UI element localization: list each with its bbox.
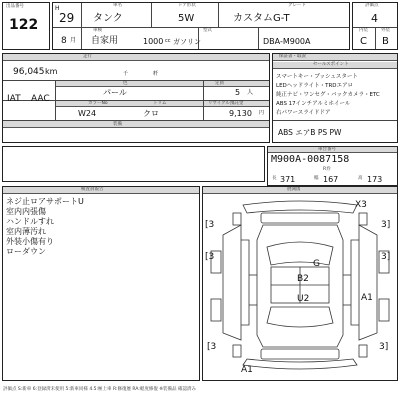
year-prefix: H xyxy=(55,5,60,12)
damage-mark-3-right-upper: 3] xyxy=(381,220,391,230)
equip-label: 装備 xyxy=(113,122,122,127)
mileage-unit: km xyxy=(45,67,58,76)
reg-month: 8 xyxy=(61,36,67,46)
damage-diagram-box xyxy=(202,186,398,381)
model-name: タンク xyxy=(93,13,123,24)
sales-points-box xyxy=(272,53,398,143)
score-label: 評価点 xyxy=(365,3,379,8)
damage-mark-3-bottom-right: 3] xyxy=(379,342,389,352)
footer-legend: 評価点 S:新車 6:登録済未使用 5:新車同様 4.5:極上車 R:修復歴 RA:軽度修復 ※装備品 確認済み xyxy=(3,387,196,392)
damage-mark-a1-bottom: A1 xyxy=(241,365,253,375)
length-value: 371 xyxy=(280,175,296,184)
sales-point-label: セールスポイント xyxy=(313,62,349,67)
lot-label: 出品番号 xyxy=(6,4,24,9)
interior-score: C xyxy=(360,36,367,47)
exterior-score: B xyxy=(382,36,389,47)
header-box xyxy=(52,2,350,50)
length-label: 長 xyxy=(272,176,277,181)
fuel-type: ガソリン xyxy=(173,38,201,46)
color-label: 色 xyxy=(123,81,128,86)
car-outline-diagram xyxy=(203,195,397,380)
note-line-2: 室内内張傷 xyxy=(6,207,46,216)
ac-type: AAC xyxy=(31,94,50,104)
seats-label: 定員 xyxy=(215,81,224,86)
damage-mark-b2: B2 xyxy=(297,274,309,284)
recycle-unit: 円 xyxy=(259,110,265,116)
shift-type: IAT xyxy=(7,94,21,104)
diagram-label: 展開図 xyxy=(287,187,301,192)
mileage-label: 走行 xyxy=(83,54,92,59)
body-color: パール xyxy=(103,88,127,97)
chassis-label: 車台番号 xyxy=(318,147,336,152)
mileage-sub2: 粁 xyxy=(153,71,159,77)
recycle-ticket-label: R券 xyxy=(323,167,331,172)
chassis-number: M900A-0087158 xyxy=(271,154,350,165)
sales-point-2: LEDヘッドライト・TRDエアロ xyxy=(276,83,354,89)
mileage-sub1: 千 xyxy=(123,71,129,77)
lot-box xyxy=(2,2,50,50)
damage-mark-3-left-upper: [3 xyxy=(205,220,215,230)
trim-label: トリム xyxy=(153,101,167,106)
recycle-label: リサイクル預託金 xyxy=(208,101,244,106)
doors-label: ドア形状 xyxy=(178,3,196,8)
sales-point-1: スマートキー・プッシュスタート xyxy=(276,74,358,80)
cc-unit: cc xyxy=(165,38,171,44)
chassis-model: DBA-M900A xyxy=(263,37,311,46)
height-value: 173 xyxy=(367,175,383,184)
grade-label: グレード xyxy=(288,3,306,8)
displacement: 1000 xyxy=(143,37,164,46)
color-code: W24 xyxy=(78,109,97,118)
overall-score: 4 xyxy=(371,12,378,25)
note-line-4: 室内薄汚れ xyxy=(6,227,46,236)
damage-mark-3-left-lower: [3 xyxy=(205,252,215,262)
color-no-label: カラーNo xyxy=(88,101,108,106)
width-value: 167 xyxy=(323,175,339,184)
note-line-6: ローダウン xyxy=(6,247,46,256)
note-line-5: 外装小傷有り xyxy=(6,237,54,246)
damage-mark-3-right-lower: 3] xyxy=(381,252,391,262)
chassis-model-label: 型式 xyxy=(203,28,212,33)
height-label: 高 xyxy=(358,176,363,181)
month-unit: 月 xyxy=(70,37,77,44)
score-box xyxy=(352,2,398,50)
notes-box xyxy=(2,186,200,381)
remarks-box xyxy=(2,146,265,182)
damage-mark-g: G xyxy=(313,259,320,269)
door-type: 5W xyxy=(178,13,195,24)
info-box xyxy=(2,53,270,143)
damage-mark-a1-right: A1 xyxy=(361,293,373,303)
warranty-label: 保証書・取説 xyxy=(279,54,306,59)
note-line-3: ハンドルすれ xyxy=(6,217,54,226)
mileage-value: 96,045 xyxy=(13,67,45,77)
interior-label: 内装 xyxy=(359,28,368,33)
model-label: 車名 xyxy=(113,3,122,8)
sales-point-5: 右パワースライドドア xyxy=(276,110,331,116)
recycle-fee: 9,130 xyxy=(229,109,252,118)
sales-point-3: 純正ナビ・ワンセグ・バックカメラ・ETC xyxy=(276,92,380,98)
damage-mark-x3: X3 xyxy=(355,200,367,210)
shaken-label: 車検 xyxy=(93,28,102,33)
exterior-label: 外装 xyxy=(381,28,390,33)
seats-value: 5 xyxy=(235,88,241,97)
lot-number: 122 xyxy=(9,17,39,33)
notes-label: 検査員報告 xyxy=(81,187,104,192)
note-line-1: ネジ止ロアサポートU xyxy=(6,197,84,206)
sales-point-4: ABS 17インチアルミホイール xyxy=(276,101,351,107)
seats-unit: 人 xyxy=(247,89,254,96)
width-label: 幅 xyxy=(314,176,319,181)
damage-mark-u2: U2 xyxy=(297,294,310,304)
usage: 自家用 xyxy=(91,36,119,46)
model-year: 29 xyxy=(59,11,75,25)
equipment-list: ABS エアB PS PW xyxy=(278,128,342,137)
trim-code: クロ xyxy=(143,109,159,118)
chassis-box xyxy=(267,146,398,186)
grade-name: カスタムG-T xyxy=(233,13,290,24)
damage-mark-3-bottom-left: [3 xyxy=(207,342,217,352)
